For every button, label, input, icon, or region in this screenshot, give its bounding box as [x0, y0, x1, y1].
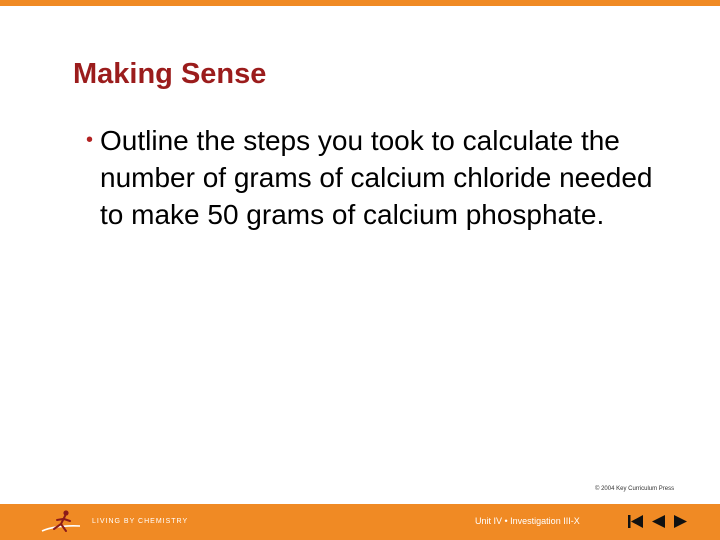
- next-slide-icon[interactable]: [674, 515, 687, 528]
- slide-navigation: [628, 513, 687, 529]
- unit-investigation-label: Unit IV • Investigation III-X: [475, 516, 580, 526]
- slide-title: Making Sense: [73, 58, 267, 90]
- living-by-chemistry-logo: [40, 505, 188, 538]
- first-slide-icon[interactable]: [628, 515, 643, 528]
- top-accent-bar: [0, 0, 720, 6]
- bullet-text: Outline the steps you took to calculate the number of grams of calcium chloride needed to make 50 grams of calcium phosphate.: [100, 125, 653, 230]
- logo-text: LIVING BY CHEMISTRY: [92, 518, 189, 525]
- copyright-text: © 2004 Key Curriculum Press: [595, 486, 675, 492]
- previous-slide-icon[interactable]: [652, 515, 665, 528]
- bullet-item: [86, 122, 686, 233]
- running-figure-icon: [40, 507, 86, 537]
- bullet-icon: •: [86, 129, 94, 151]
